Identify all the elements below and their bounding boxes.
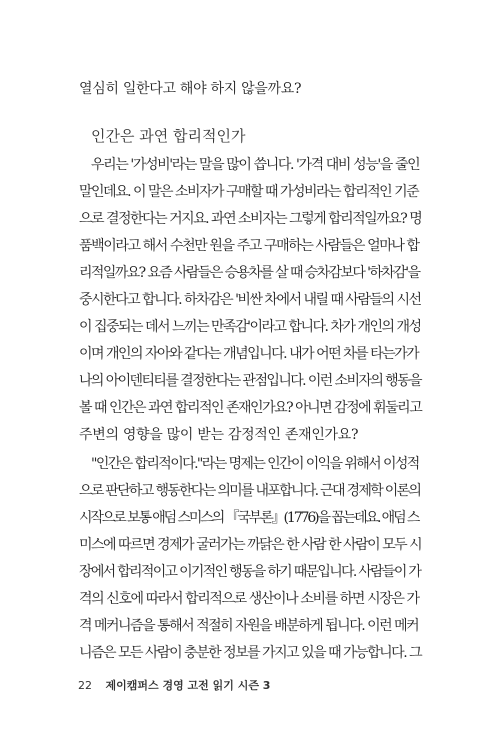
paragraph-line: 미스에 따르면 경제가 굴러가는 까닭은 한 사람 한 사람이 모두 시: [79, 537, 422, 553]
paragraph-line: 이며 개인의 자아와 같다는 개념입니다. 내가 어떤 차를 타는가가: [79, 346, 419, 362]
page-number: 22: [78, 679, 92, 692]
paragraph-line: 품백이라고 해서 수천만 원을 주고 구매하는 사람들은 얼마나 합: [79, 238, 419, 254]
paragraph-line: 리적일까요? 요즘 사람들은 승용차를 살 때 승차감보다 '하차감'을: [79, 265, 420, 281]
paragraph-line: 볼 때 인간은 과연 합리적인 존재인가요? 아니면 감정에 휘둘리고: [79, 400, 422, 416]
paragraph-line: 말인데요. 이 말은 소비자가 구매할 때 가성비라는 합리적인 기준: [79, 184, 419, 200]
paragraph-line: 시작으로 보통 애덤 스미스의 『국부론』(1776)을 꼽는데요. 애덤 스: [79, 510, 419, 526]
top-line: 열심히 일한다고 해야 하지 않을까요?: [79, 81, 302, 97]
paragraph-line: 이 집중되는 데서 느끼는 만족감'이라고 합니다. 차가 개인의 개성: [79, 319, 421, 335]
paragraph-line: 나의 아이덴티티를 결정한다는 관점입니다. 이런 소비자의 행동을: [79, 373, 421, 389]
paragraph-line: 니즘은 모든 사람이 충분한 정보를 가지고 있을 때 가능합니다. 그: [79, 645, 422, 661]
page-footer: [78, 677, 270, 693]
paragraph-line: "인간은 합리적이다."라는 명제는 인간이 이익을 위해서 이성적: [91, 456, 419, 472]
paragraph-line: 중시한다고 합니다. 하차감은 '비싼 차에서 내릴 때 사람들의 시선: [79, 292, 421, 308]
paragraph-line: 격의 신호에 따라서 합리적으로 생산이나 소비를 하면 시장은 가: [79, 591, 419, 607]
book-title: 제이캠퍼스 경영 고전 읽기 시즌 3: [105, 679, 271, 692]
paragraph-line: 장에서 합리적이고 이기적인 행동을 하기 때문입니다. 사람들이 가: [79, 564, 421, 580]
paragraph-line: 으로 결정한다는 거지요. 과연 소비자는 그렇게 합리적일까요? 명: [79, 211, 422, 227]
paragraph-line: 우리는 '가성비'라는 말을 많이 씁니다. '가격 대비 성능'을 줄인: [91, 157, 420, 173]
paragraph-line: 격 메커니즘을 통해서 적절히 자원을 배분하게 됩니다. 이런 메커: [79, 618, 419, 634]
section-heading: 인간은 과연 합리적인가: [91, 127, 246, 145]
paragraph-line: 으로 판단하고 행동한다는 의미를 내포합니다. 근대 경제학 이론의: [79, 483, 421, 499]
paragraph-line: 주변의 영향을 많이 받는 감정적인 존재인가요?: [79, 427, 359, 443]
